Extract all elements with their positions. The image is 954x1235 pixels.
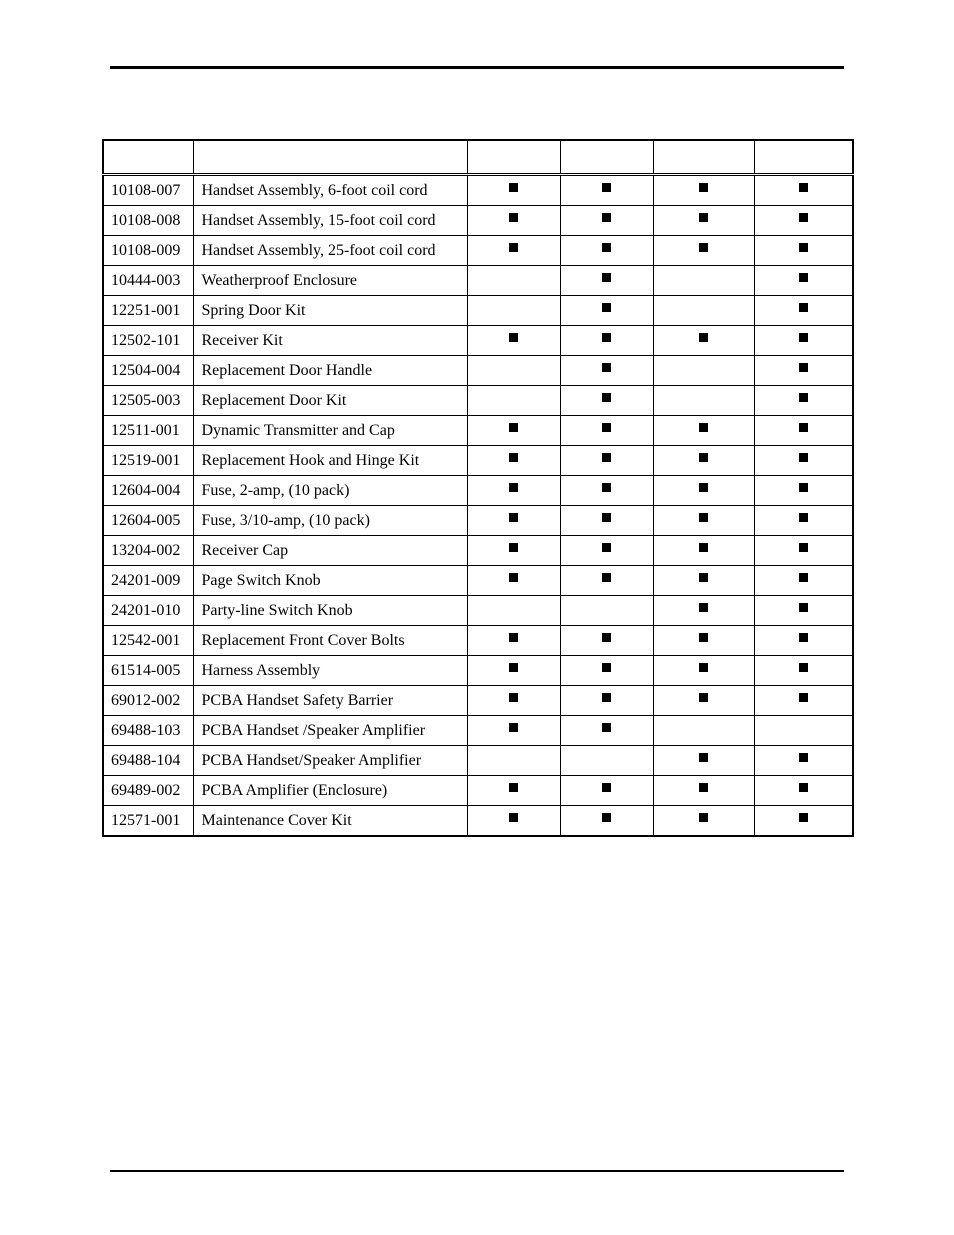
model-2-cell: [560, 175, 653, 206]
filled-square-icon: [799, 573, 808, 582]
description-cell: Page Switch Knob: [193, 566, 467, 596]
model-3-cell: [653, 476, 754, 506]
filled-square-icon: [699, 603, 708, 612]
model-1-cell: [467, 506, 560, 536]
model-1-cell: [467, 596, 560, 626]
part-number-cell: 13204-002: [103, 536, 193, 566]
model-3-cell: [653, 686, 754, 716]
filled-square-icon: [602, 783, 611, 792]
filled-square-icon: [799, 243, 808, 252]
model-1-cell: [467, 296, 560, 326]
model-4-cell: [754, 416, 853, 446]
model-3-cell: [653, 716, 754, 746]
model-3-cell: [653, 236, 754, 266]
model-1-cell: [467, 206, 560, 236]
part-number-cell: 69488-103: [103, 716, 193, 746]
model-1-cell: [467, 626, 560, 656]
filled-square-icon: [699, 483, 708, 492]
model-2-cell: [560, 596, 653, 626]
table-row: [103, 206, 853, 236]
filled-square-icon: [602, 483, 611, 492]
filled-square-icon: [602, 453, 611, 462]
part-number-cell: 12571-001: [103, 806, 193, 837]
filled-square-icon: [699, 333, 708, 342]
model-3-cell: [653, 806, 754, 837]
description-cell: Party-line Switch Knob: [193, 596, 467, 626]
filled-square-icon: [699, 423, 708, 432]
part-number-cell: 12604-004: [103, 476, 193, 506]
header-description: [193, 140, 467, 175]
filled-square-icon: [699, 783, 708, 792]
description-cell: PCBA Handset Safety Barrier: [193, 686, 467, 716]
table-row: [103, 386, 853, 416]
table-row: [103, 236, 853, 266]
model-1-cell: [467, 356, 560, 386]
filled-square-icon: [799, 603, 808, 612]
description-cell: Replacement Door Kit: [193, 386, 467, 416]
part-number-cell: 69489-002: [103, 776, 193, 806]
description-cell: Harness Assembly: [193, 656, 467, 686]
model-2-cell: [560, 446, 653, 476]
description-cell: PCBA Handset/Speaker Amplifier: [193, 746, 467, 776]
model-4-cell: [754, 175, 853, 206]
description-cell: Handset Assembly, 6-foot coil cord: [193, 175, 467, 206]
model-2-cell: [560, 386, 653, 416]
model-3-cell: [653, 446, 754, 476]
description-cell: Fuse, 2-amp, (10 pack): [193, 476, 467, 506]
description-cell: Receiver Cap: [193, 536, 467, 566]
filled-square-icon: [602, 303, 611, 312]
model-4-cell: [754, 566, 853, 596]
part-number-cell: 12502-101: [103, 326, 193, 356]
filled-square-icon: [509, 723, 518, 732]
table-row: [103, 566, 853, 596]
model-4-cell: [754, 776, 853, 806]
model-3-cell: [653, 266, 754, 296]
model-4-cell: [754, 656, 853, 686]
part-number-cell: 12504-004: [103, 356, 193, 386]
filled-square-icon: [799, 393, 808, 402]
filled-square-icon: [799, 753, 808, 762]
part-number-cell: 10108-007: [103, 175, 193, 206]
filled-square-icon: [509, 423, 518, 432]
part-number-cell: 12511-001: [103, 416, 193, 446]
filled-square-icon: [699, 573, 708, 582]
header-model-1: [467, 140, 560, 175]
model-3-cell: [653, 776, 754, 806]
description-cell: PCBA Amplifier (Enclosure): [193, 776, 467, 806]
model-3-cell: [653, 656, 754, 686]
model-2-cell: [560, 716, 653, 746]
part-number-cell: 12505-003: [103, 386, 193, 416]
description-cell: Replacement Hook and Hinge Kit: [193, 446, 467, 476]
filled-square-icon: [509, 333, 518, 342]
header-rule: [110, 66, 844, 69]
filled-square-icon: [602, 423, 611, 432]
filled-square-icon: [699, 513, 708, 522]
part-number-cell: 10444-003: [103, 266, 193, 296]
model-4-cell: [754, 296, 853, 326]
description-cell: Receiver Kit: [193, 326, 467, 356]
filled-square-icon: [602, 693, 611, 702]
filled-square-icon: [509, 573, 518, 582]
filled-square-icon: [699, 753, 708, 762]
model-4-cell: [754, 266, 853, 296]
filled-square-icon: [509, 183, 518, 192]
table-row: [103, 296, 853, 326]
model-1-cell: [467, 656, 560, 686]
description-cell: Replacement Door Handle: [193, 356, 467, 386]
table-row: [103, 806, 853, 837]
model-3-cell: [653, 416, 754, 446]
model-4-cell: [754, 596, 853, 626]
table-row: [103, 446, 853, 476]
table-row: [103, 476, 853, 506]
model-4-cell: [754, 326, 853, 356]
part-number-cell: 12542-001: [103, 626, 193, 656]
filled-square-icon: [699, 213, 708, 222]
model-2-cell: [560, 536, 653, 566]
model-2-cell: [560, 656, 653, 686]
filled-square-icon: [699, 243, 708, 252]
part-number-cell: 69012-002: [103, 686, 193, 716]
model-4-cell: [754, 626, 853, 656]
filled-square-icon: [602, 723, 611, 732]
filled-square-icon: [799, 363, 808, 372]
filled-square-icon: [509, 453, 518, 462]
filled-square-icon: [799, 423, 808, 432]
filled-square-icon: [602, 213, 611, 222]
filled-square-icon: [509, 813, 518, 822]
table-row: [103, 536, 853, 566]
filled-square-icon: [602, 633, 611, 642]
filled-square-icon: [799, 213, 808, 222]
filled-square-icon: [799, 663, 808, 672]
model-3-cell: [653, 206, 754, 236]
table-row: [103, 175, 853, 206]
filled-square-icon: [799, 813, 808, 822]
filled-square-icon: [509, 543, 518, 552]
filled-square-icon: [799, 483, 808, 492]
filled-square-icon: [799, 693, 808, 702]
model-4-cell: [754, 446, 853, 476]
model-3-cell: [653, 596, 754, 626]
filled-square-icon: [799, 303, 808, 312]
model-4-cell: [754, 356, 853, 386]
part-number-cell: 12604-005: [103, 506, 193, 536]
table-row: [103, 266, 853, 296]
model-1-cell: [467, 716, 560, 746]
model-4-cell: [754, 476, 853, 506]
part-number-cell: 12251-001: [103, 296, 193, 326]
table-row: [103, 416, 853, 446]
filled-square-icon: [699, 543, 708, 552]
model-1-cell: [467, 386, 560, 416]
model-3-cell: [653, 296, 754, 326]
model-1-cell: [467, 746, 560, 776]
model-3-cell: [653, 536, 754, 566]
part-number-cell: 12519-001: [103, 446, 193, 476]
description-cell: Handset Assembly, 25-foot coil cord: [193, 236, 467, 266]
header-model-2: [560, 140, 653, 175]
model-2-cell: [560, 206, 653, 236]
table-row: [103, 686, 853, 716]
filled-square-icon: [509, 513, 518, 522]
filled-square-icon: [799, 183, 808, 192]
filled-square-icon: [799, 543, 808, 552]
parts-table-body: [103, 175, 853, 837]
model-3-cell: [653, 175, 754, 206]
part-number-cell: 10108-008: [103, 206, 193, 236]
model-1-cell: [467, 326, 560, 356]
model-2-cell: [560, 476, 653, 506]
model-1-cell: [467, 266, 560, 296]
model-3-cell: [653, 746, 754, 776]
model-1-cell: [467, 566, 560, 596]
description-cell: PCBA Handset /Speaker Amplifier: [193, 716, 467, 746]
model-4-cell: [754, 686, 853, 716]
table-row: [103, 746, 853, 776]
description-cell: Handset Assembly, 15-foot coil cord: [193, 206, 467, 236]
footer-rule: [110, 1170, 844, 1172]
model-2-cell: [560, 266, 653, 296]
filled-square-icon: [799, 453, 808, 462]
model-3-cell: [653, 626, 754, 656]
table-row: [103, 506, 853, 536]
part-number-cell: 24201-009: [103, 566, 193, 596]
parts-table: [102, 139, 854, 837]
filled-square-icon: [699, 663, 708, 672]
model-4-cell: [754, 746, 853, 776]
filled-square-icon: [799, 783, 808, 792]
model-3-cell: [653, 356, 754, 386]
filled-square-icon: [602, 663, 611, 672]
part-number-cell: 10108-009: [103, 236, 193, 266]
filled-square-icon: [509, 633, 518, 642]
description-cell: Fuse, 3/10-amp, (10 pack): [193, 506, 467, 536]
model-3-cell: [653, 386, 754, 416]
filled-square-icon: [602, 393, 611, 402]
filled-square-icon: [699, 633, 708, 642]
part-number-cell: 61514-005: [103, 656, 193, 686]
model-2-cell: [560, 356, 653, 386]
header-model-3: [653, 140, 754, 175]
table-row: [103, 656, 853, 686]
filled-square-icon: [602, 513, 611, 522]
description-cell: Replacement Front Cover Bolts: [193, 626, 467, 656]
table-row: [103, 356, 853, 386]
model-2-cell: [560, 566, 653, 596]
model-4-cell: [754, 716, 853, 746]
filled-square-icon: [509, 213, 518, 222]
filled-square-icon: [699, 693, 708, 702]
model-1-cell: [467, 536, 560, 566]
filled-square-icon: [602, 363, 611, 372]
filled-square-icon: [509, 693, 518, 702]
filled-square-icon: [799, 273, 808, 282]
filled-square-icon: [602, 813, 611, 822]
model-1-cell: [467, 175, 560, 206]
filled-square-icon: [602, 573, 611, 582]
part-number-cell: 24201-010: [103, 596, 193, 626]
model-3-cell: [653, 506, 754, 536]
filled-square-icon: [799, 513, 808, 522]
model-1-cell: [467, 776, 560, 806]
model-1-cell: [467, 686, 560, 716]
model-1-cell: [467, 236, 560, 266]
filled-square-icon: [602, 543, 611, 552]
filled-square-icon: [602, 273, 611, 282]
model-3-cell: [653, 326, 754, 356]
model-1-cell: [467, 416, 560, 446]
filled-square-icon: [509, 483, 518, 492]
model-4-cell: [754, 806, 853, 837]
model-3-cell: [653, 566, 754, 596]
filled-square-icon: [509, 783, 518, 792]
filled-square-icon: [699, 183, 708, 192]
model-2-cell: [560, 506, 653, 536]
filled-square-icon: [799, 633, 808, 642]
model-4-cell: [754, 536, 853, 566]
model-4-cell: [754, 386, 853, 416]
model-4-cell: [754, 236, 853, 266]
header-part-number: [103, 140, 193, 175]
table-row: [103, 326, 853, 356]
filled-square-icon: [602, 243, 611, 252]
filled-square-icon: [509, 663, 518, 672]
table-row: [103, 776, 853, 806]
table-row: [103, 596, 853, 626]
model-2-cell: [560, 296, 653, 326]
model-4-cell: [754, 506, 853, 536]
filled-square-icon: [602, 183, 611, 192]
model-1-cell: [467, 446, 560, 476]
filled-square-icon: [699, 453, 708, 462]
model-2-cell: [560, 746, 653, 776]
model-2-cell: [560, 236, 653, 266]
filled-square-icon: [602, 333, 611, 342]
model-2-cell: [560, 416, 653, 446]
filled-square-icon: [799, 333, 808, 342]
model-1-cell: [467, 476, 560, 506]
description-cell: Spring Door Kit: [193, 296, 467, 326]
model-1-cell: [467, 806, 560, 837]
header-model-4: [754, 140, 853, 175]
description-cell: Dynamic Transmitter and Cap: [193, 416, 467, 446]
table-row: [103, 626, 853, 656]
model-4-cell: [754, 206, 853, 236]
filled-square-icon: [699, 813, 708, 822]
table-header-row: [103, 140, 853, 175]
model-2-cell: [560, 806, 653, 837]
table-row: [103, 716, 853, 746]
description-cell: Maintenance Cover Kit: [193, 806, 467, 837]
model-2-cell: [560, 776, 653, 806]
description-cell: Weatherproof Enclosure: [193, 266, 467, 296]
model-2-cell: [560, 626, 653, 656]
model-2-cell: [560, 326, 653, 356]
filled-square-icon: [509, 243, 518, 252]
model-2-cell: [560, 686, 653, 716]
part-number-cell: 69488-104: [103, 746, 193, 776]
